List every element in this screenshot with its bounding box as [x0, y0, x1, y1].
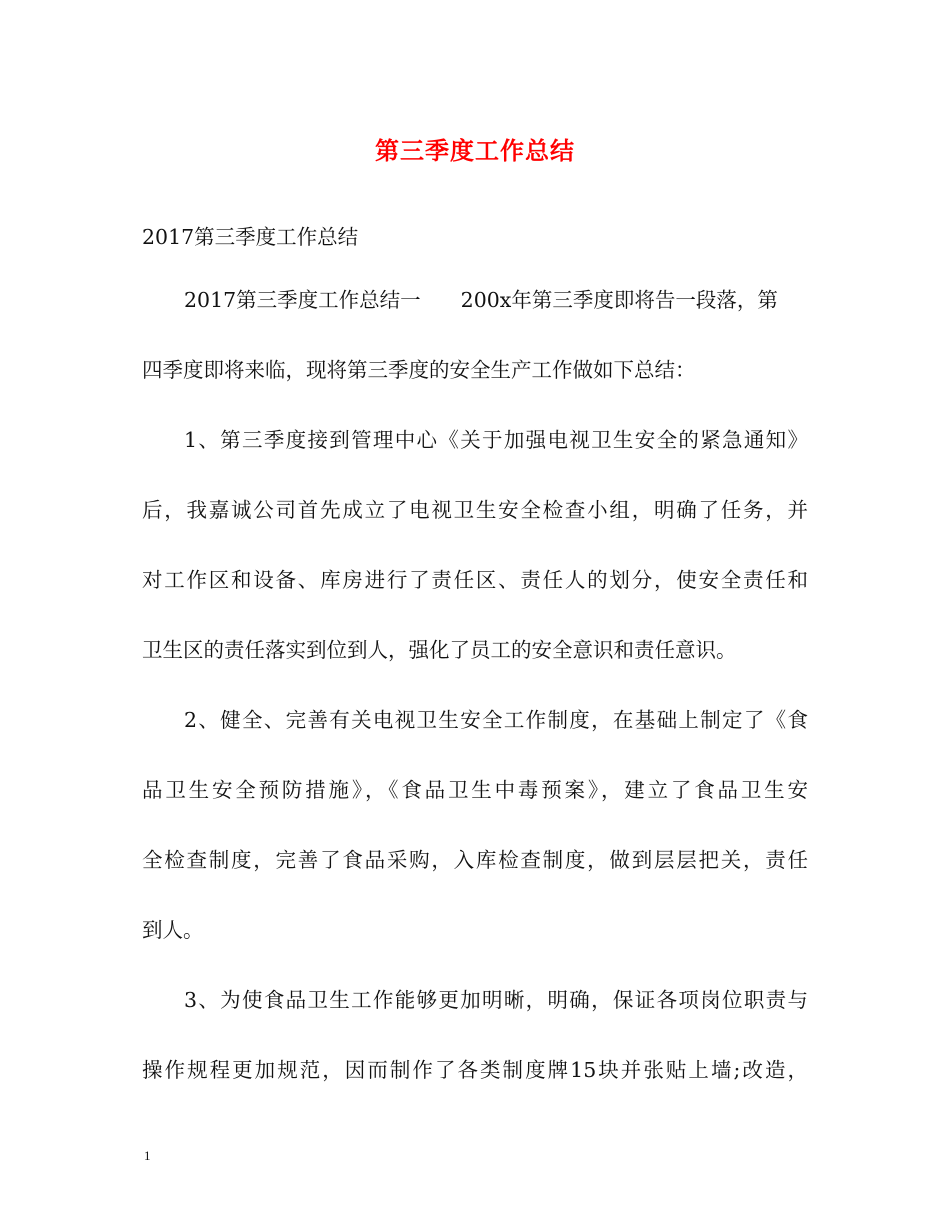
paragraph-line: 2、健全、完善有关电视卫生安全工作制度，在基础上制定了《食: [184, 708, 808, 732]
line-segment: 200x年第三季度即将告一段落，第: [460, 288, 778, 312]
document-title: 第三季度工作总结: [375, 136, 575, 165]
paragraph-line: 3、为使食品卫生工作能够更加明晰，明确，保证各项岗位职责与: [184, 988, 808, 1012]
paragraph-line: 四季度即将来临，现将第三季度的安全生产工作做如下总结：: [142, 358, 696, 382]
page-number: 1: [144, 1148, 151, 1163]
document-subtitle: 2017第三季度工作总结: [142, 225, 359, 249]
paragraph-line: [184, 285, 808, 315]
paragraph-line: 全检查制度，完善了食品采购，入库检查制度，做到层层把关，责任: [142, 848, 808, 872]
line-segment: 2017第三季度工作总结一: [184, 288, 421, 312]
paragraph-line: 对工作区和设备、库房进行了责任区、责任人的划分，使安全责任和: [142, 568, 808, 592]
paragraph-line: 到人。: [142, 918, 204, 942]
paragraph-line: 1、第三季度接到管理中心《关于加强电视卫生安全的紧急通知》: [184, 428, 808, 452]
paragraph-line: 卫生区的责任落实到位到人，强化了员工的安全意识和责任意识。: [142, 638, 737, 662]
paragraph-line: 后，我嘉诚公司首先成立了电视卫生安全检查小组，明确了任务，并: [142, 498, 808, 522]
paragraph-line: 操作规程更加规范，因而制作了各类制度牌15块并张贴上墙;改造，: [142, 1058, 808, 1082]
paragraph-line: 品卫生安全预防措施》，《食品卫生中毒预案》，建立了食品卫生安: [142, 778, 808, 802]
